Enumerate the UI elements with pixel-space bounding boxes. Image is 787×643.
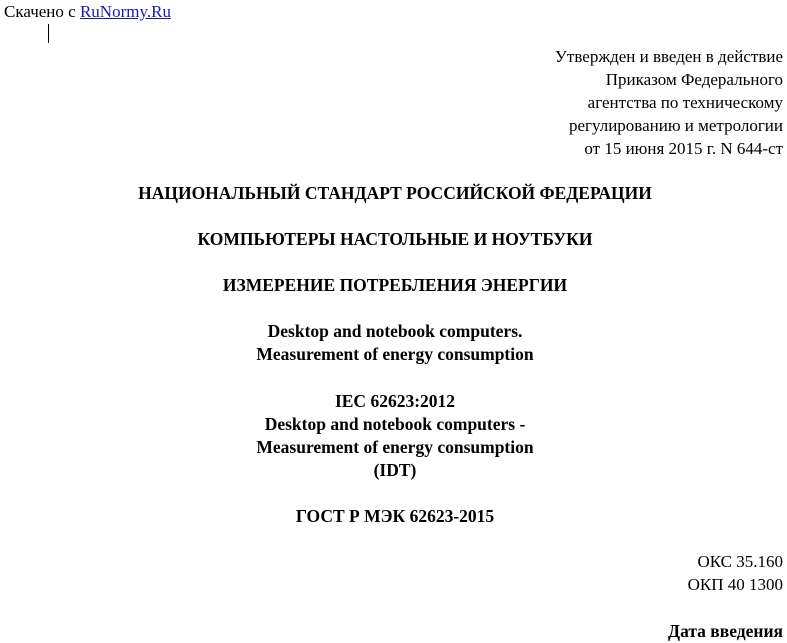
iec-line: (IDT) bbox=[373, 460, 417, 480]
oks-code: ОКС 35.160 bbox=[697, 552, 783, 571]
approval-line: Приказом Федерального bbox=[605, 70, 783, 89]
iec-block bbox=[0, 390, 787, 482]
english-title-line: Measurement of energy consumption bbox=[256, 344, 534, 364]
english-title-line: Desktop and notebook computers. bbox=[267, 321, 523, 341]
iec-line: Desktop and notebook computers - bbox=[264, 414, 526, 434]
english-title-block bbox=[0, 320, 787, 366]
gost-number: ГОСТ Р МЭК 62623-2015 bbox=[295, 506, 495, 526]
approval-line: агентства по техническому bbox=[587, 93, 783, 112]
iec-line: IEC 62623:2012 bbox=[334, 391, 456, 411]
effective-date-label: Дата введения bbox=[668, 621, 783, 641]
iec-line: Measurement of energy consumption bbox=[256, 437, 534, 457]
classification-codes bbox=[688, 550, 783, 596]
standard-title: НАЦИОНАЛЬНЫЙ СТАНДАРТ РОССИЙСКОЙ ФЕДЕРАЦИИ bbox=[138, 183, 652, 203]
downloaded-prefix: Скачено с bbox=[4, 2, 76, 21]
approval-line: от 15 июня 2015 г. N 644-ст bbox=[584, 139, 783, 158]
okp-code: ОКП 40 1300 bbox=[687, 575, 783, 594]
approval-line: регулированию и метрологии bbox=[568, 116, 783, 135]
text-cursor bbox=[48, 24, 49, 43]
measurement-title: ИЗМЕРЕНИЕ ПОТРЕБЛЕНИЯ ЭНЕРГИИ bbox=[222, 275, 568, 295]
approval-block bbox=[383, 45, 783, 160]
runormy-link[interactable]: RuNormy.Ru bbox=[79, 2, 171, 21]
subject-title: КОМПЬЮТЕРЫ НАСТОЛЬНЫЕ И НОУТБУКИ bbox=[197, 229, 593, 249]
approval-line: Утвержден и введен в действие bbox=[554, 47, 783, 66]
download-source-line bbox=[4, 2, 171, 22]
